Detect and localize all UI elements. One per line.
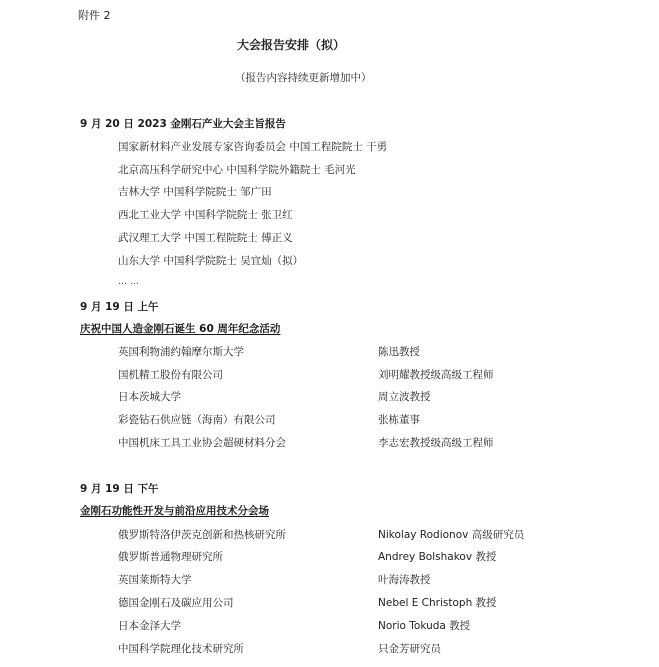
speaker-org: 国机精工股份有限公司: [118, 369, 223, 381]
speaker-name: 张栋董事: [378, 414, 420, 426]
list-item: 武汉理工大学 中国工程院院士 傅正义: [118, 232, 293, 244]
speaker-org: 英国利物浦约翰摩尔斯大学: [118, 346, 244, 358]
speaker-name: Andrey Bolshakov 教授: [378, 551, 497, 563]
speaker-name: 陈迅教授: [378, 346, 420, 358]
speaker-name: 刘明耀教授级高级工程师: [378, 369, 494, 381]
list-item: 吉林大学 中国科学院院士 邹广田: [118, 186, 272, 198]
speaker-name: 李志宏教授级高级工程师: [378, 437, 494, 449]
speaker-org: 英国莱斯特大学: [118, 574, 192, 586]
speaker-org: 俄罗斯特洛伊茨克创新和热核研究所: [118, 529, 286, 541]
speaker-name: 只金芳研究员: [378, 643, 441, 655]
attachment-label: 附件 2: [78, 9, 111, 22]
list-item: 西北工业大学 中国科学院院士 张卫红: [118, 209, 293, 221]
speaker-org: 德国金刚石及碳应用公司: [118, 597, 234, 609]
speaker-org: 日本茨城大学: [118, 391, 181, 403]
page-subtitle: （报告内容持续更新增加中）: [235, 72, 372, 84]
section-subheading-functional: 金刚石功能性开发与前沿应用技术分会场: [80, 505, 269, 517]
page-title: 大会报告安排（拟）: [237, 38, 346, 52]
list-item: 北京高压科学研究中心 中国科学院外籍院士 毛河光: [118, 164, 356, 176]
speaker-name: Norio Tokuda 教授: [378, 620, 471, 632]
list-item: 国家新材料产业发展专家咨询委员会 中国工程院院士 干勇: [118, 141, 388, 153]
speaker-name: Nikolay Rodionov 高级研究员: [378, 529, 525, 541]
speaker-org: 俄罗斯普通物理研究所: [118, 551, 223, 563]
section-heading-morning: 9 月 19 日 上午: [80, 301, 159, 313]
speaker-org: 彩瓷钻石供应链（海南）有限公司: [118, 414, 276, 426]
speaker-name: Nebel E Christoph 教授: [378, 597, 497, 609]
speaker-org: 日本金泽大学: [118, 620, 181, 632]
speaker-name: 周立波教授: [378, 391, 431, 403]
speaker-org: 中国机床工具工业协会超硬材料分会: [118, 437, 286, 449]
speaker-name: 叶海涛教授: [378, 574, 431, 586]
speaker-org: 中国科学院理化技术研究所: [118, 643, 244, 655]
section-heading-keynote: 9 月 20 日 2023 金刚石产业大会主旨报告: [80, 118, 286, 130]
list-ellipsis: … …: [118, 277, 139, 287]
section-subheading-anniversary: 庆祝中国人造金刚石诞生 60 周年纪念活动: [80, 323, 281, 335]
list-item: 山东大学 中国科学院院士 吴宜灿（拟）: [118, 255, 304, 267]
section-heading-afternoon: 9 月 19 日 下午: [80, 483, 159, 495]
